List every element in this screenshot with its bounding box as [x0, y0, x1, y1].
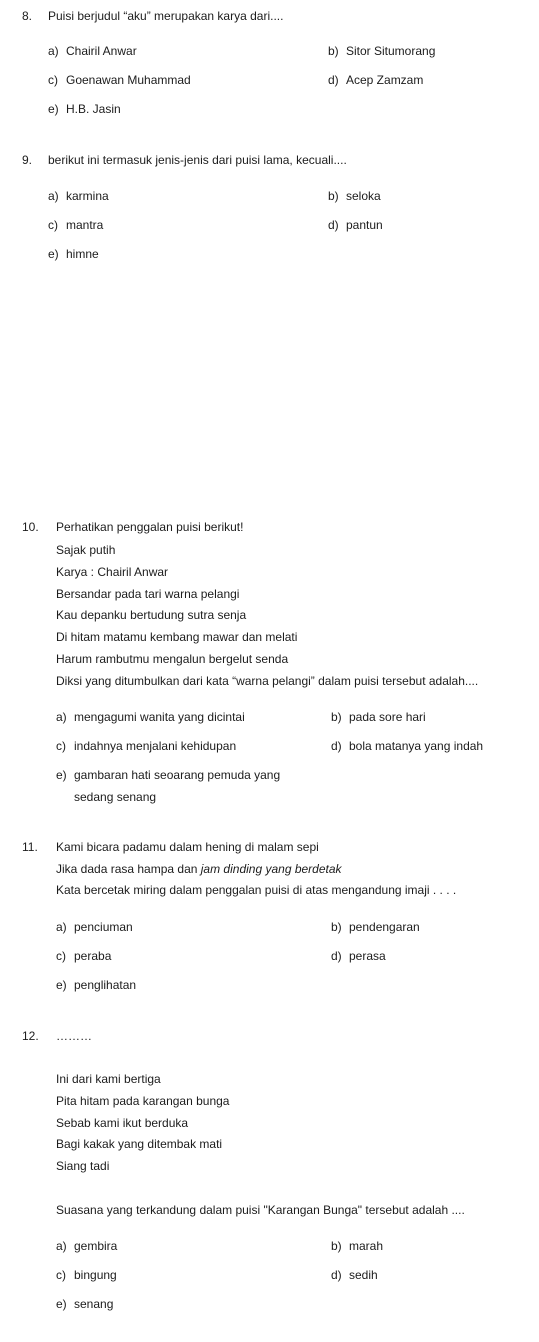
poem-line: Bersandar pada tari warna pelangi: [56, 587, 240, 601]
question-prompt: Kata bercetak miring dalam penggalan puisi di atas mengandung imaji . . . .: [56, 883, 457, 897]
option-a[interactable]: a) Chairil Anwar: [48, 44, 137, 58]
question-prompt: Suasana yang terkandung dalam puisi "Karangan Bunga" tersebut adalah ....: [56, 1203, 465, 1217]
option-b[interactable]: b) Sitor Situmorang: [328, 44, 436, 58]
option-c[interactable]: c) peraba: [56, 949, 112, 963]
poem-line: Pita hitam pada karangan bunga: [56, 1094, 230, 1108]
poem-line: Bagi kakak yang ditembak mati: [56, 1137, 223, 1151]
option-d[interactable]: d) sedih: [331, 1268, 378, 1282]
option-e-continuation: sedang senang: [74, 790, 157, 804]
option-c[interactable]: c) mantra: [48, 218, 104, 232]
option-d[interactable]: d) bola matanya yang indah: [331, 739, 484, 753]
poem-line: Harum rambutmu mengalun bergelut senda: [56, 652, 289, 666]
option-e[interactable]: e) gambaran hati seoarang pemuda yang: [56, 768, 281, 782]
poem-line: Sajak putih: [56, 543, 116, 557]
poem-line: Kami bicara padamu dalam hening di malam sepi: [56, 840, 319, 854]
poem-line: Di hitam matamu kembang mawar dan melati: [56, 630, 298, 644]
option-e[interactable]: e) penglihatan: [56, 978, 137, 992]
question-number: 11.: [22, 840, 38, 854]
question-text: Puisi berjudul “aku” merupakan karya dari....: [48, 9, 284, 23]
option-c[interactable]: c) indahnya menjalani kehidupan: [56, 739, 237, 753]
question-text: berikut ini termasuk jenis-jenis dari puisi lama, kecuali....: [48, 153, 347, 167]
italic-phrase: jam dinding yang berdetak: [200, 862, 342, 876]
option-a[interactable]: a) gembira: [56, 1239, 118, 1253]
poem-line: Kau depanku bertudung sutra senja: [56, 608, 247, 622]
poem-line: Sebab kami ikut berduka: [56, 1116, 189, 1130]
option-d[interactable]: d) Acep Zamzam: [328, 73, 424, 87]
question-number: 9.: [22, 153, 33, 167]
poem-line: Karya : Chairil Anwar: [56, 565, 169, 579]
option-a[interactable]: a) karmina: [48, 189, 109, 203]
option-e[interactable]: e) H.B. Jasin: [48, 102, 121, 116]
poem-line: Ini dari kami bertiga: [56, 1072, 161, 1086]
option-b[interactable]: b) seloka: [328, 189, 381, 203]
option-a[interactable]: a) mengagumi wanita yang dicintai: [56, 710, 245, 724]
question-text: Perhatikan penggalan puisi berikut!: [56, 520, 244, 534]
option-c[interactable]: c) bingung: [56, 1268, 117, 1282]
option-c[interactable]: c) Goenawan Muhammad: [48, 73, 191, 87]
blank-placeholder: ………: [56, 1029, 92, 1043]
question-number: 10.: [22, 520, 39, 534]
option-d[interactable]: d) pantun: [328, 218, 383, 232]
option-d[interactable]: d) perasa: [331, 949, 386, 963]
poem-line: Siang tadi: [56, 1159, 110, 1173]
option-b[interactable]: b) marah: [331, 1239, 384, 1253]
option-b[interactable]: b) pendengaran: [331, 920, 420, 934]
question-prompt: Diksi yang ditumbulkan dari kata “warna pelangi” dalam puisi tersebut adalah....: [56, 674, 479, 688]
option-b[interactable]: b) pada sore hari: [331, 710, 426, 724]
option-a[interactable]: a) penciuman: [56, 920, 133, 934]
question-number: 8.: [22, 9, 33, 23]
question-number: 12.: [22, 1029, 39, 1043]
poem-line: Jika dada rasa hampa dan jam dinding yang berdetak: [56, 862, 342, 876]
option-e[interactable]: e) himne: [48, 247, 99, 261]
option-e[interactable]: e) senang: [56, 1297, 114, 1311]
